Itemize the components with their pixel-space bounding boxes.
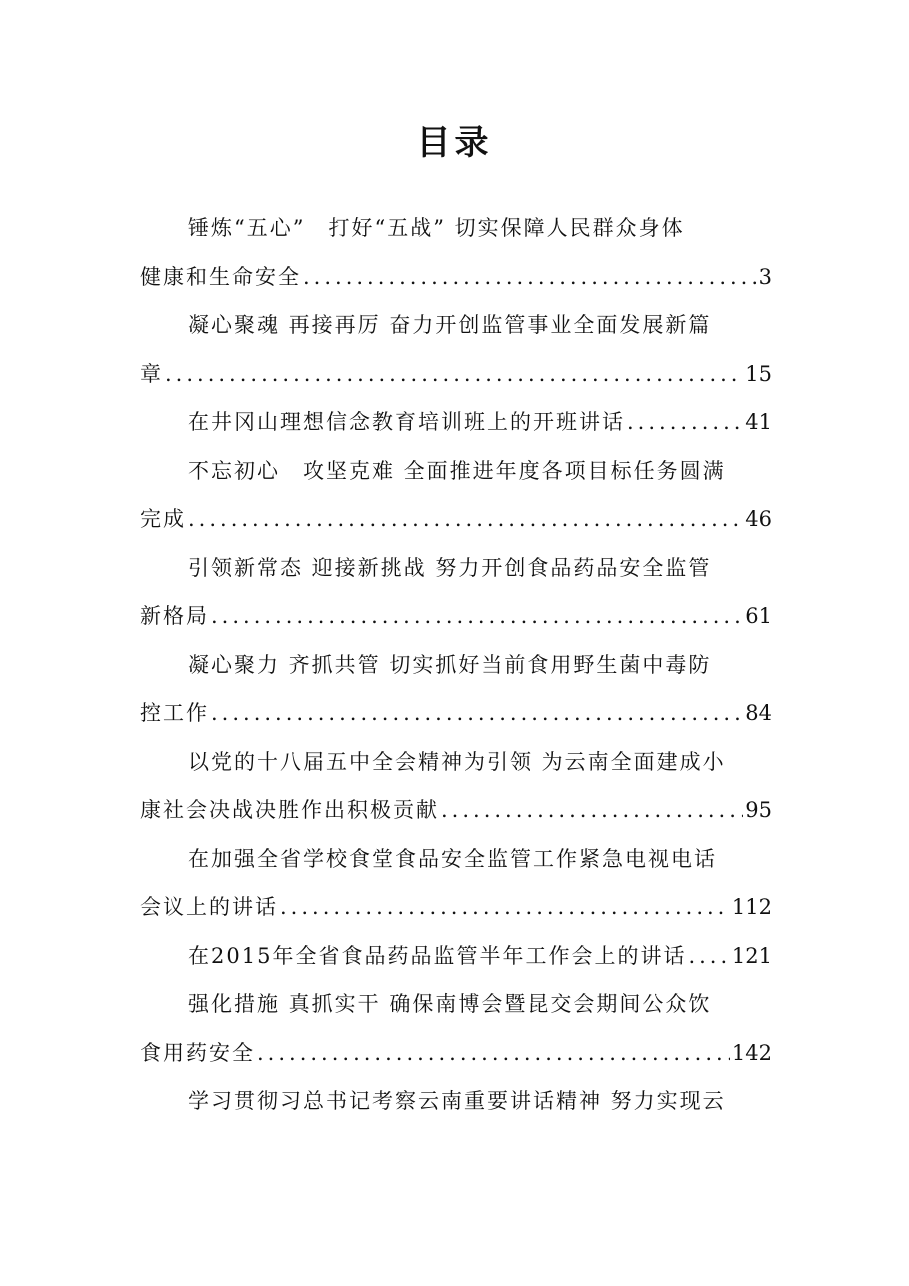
toc-entry-last-line xyxy=(140,592,772,641)
toc-page-number: 15 xyxy=(745,361,772,386)
toc-entry-title: 在2015年全省食品药品监管半年工作会上的讲话 xyxy=(188,943,687,968)
toc-entry-last-line xyxy=(140,495,772,544)
toc-entry-last-line xyxy=(140,689,772,738)
dot-leader xyxy=(686,932,729,981)
toc-page-number: 112 xyxy=(731,895,772,919)
toc-entry-last-line xyxy=(140,932,772,981)
toc-entry-last-line xyxy=(140,398,772,447)
toc-page-number: 121 xyxy=(731,943,772,968)
toc-entry-title-continuation: 完成 xyxy=(140,507,186,531)
toc-entry-title-line: 强化措施 真抓实干 确保南博会暨昆交会期间公众饮 xyxy=(188,992,712,1016)
toc-entry[interactable] xyxy=(140,301,772,398)
toc-entry-title-line: 以党的十八届五中全会精神为引领 为云南全面建成小 xyxy=(188,749,726,774)
toc-entry-last-line xyxy=(140,253,772,302)
toc-entry[interactable] xyxy=(140,544,772,641)
page-title: 目录 xyxy=(416,123,493,163)
dot-leader xyxy=(278,883,730,932)
toc-entry-title-continuation: 会议上的讲话 xyxy=(140,895,278,919)
toc-entry-title-line: 锤炼“五心” 打好“五战” 切实保障人民群众身体 xyxy=(188,216,685,240)
toc-page-number: 61 xyxy=(745,604,772,628)
toc-entry-last-line xyxy=(140,1029,772,1078)
toc-page-number: 41 xyxy=(745,410,772,434)
toc-page-number: 84 xyxy=(745,701,772,725)
dot-leader xyxy=(209,689,743,738)
toc-entry-title-line: 引领新常态 迎接新挑战 努力开创食品药品安全监管 xyxy=(188,555,712,580)
dot-leader xyxy=(439,786,743,835)
toc-entry[interactable] xyxy=(140,204,772,301)
toc-entry-title-line: 凝心聚魂 再接再厉 奋力开创监管事业全面发展新篇 xyxy=(188,313,712,337)
toc-entry-title-continuation: 新格局 xyxy=(140,604,209,628)
dot-leader xyxy=(255,1029,730,1078)
toc-page-number: 46 xyxy=(745,507,772,531)
toc-entry-title-line: 凝心聚力 齐抓共管 切实抓好当前食用野生菌中毒防 xyxy=(188,652,712,677)
dot-leader xyxy=(301,253,757,302)
toc-entry-title: 在井冈山理想信念教育培训班上的开班讲话 xyxy=(188,410,625,434)
toc-entry-title-continuation: 健康和生命安全 xyxy=(140,264,301,289)
toc-entry[interactable] xyxy=(140,398,772,447)
toc-entry[interactable] xyxy=(140,980,772,1077)
toc-entry-title-line: 学习贯彻习总书记考察云南重要讲话精神 努力实现云 xyxy=(188,1089,726,1113)
toc-entry[interactable] xyxy=(140,641,772,738)
toc-entry-title-continuation: 章 xyxy=(140,361,163,386)
toc-entry-title-continuation: 食用药安全 xyxy=(140,1040,255,1065)
toc-page-number: 95 xyxy=(745,798,772,822)
toc-page-number: 142 xyxy=(731,1040,772,1065)
toc-entry-title-continuation: 控工作 xyxy=(140,701,209,725)
toc-entry-title-line: 不忘初心 攻坚克难 全面推进年度各项目标任务圆满 xyxy=(188,458,726,483)
dot-leader xyxy=(209,592,743,641)
toc-entry-title-continuation: 康社会决战决胜作出积极贡献 xyxy=(140,798,439,822)
toc-entry-last-line xyxy=(140,883,772,932)
dot-leader xyxy=(163,350,743,399)
toc-entry-last-line xyxy=(140,786,772,835)
dot-leader xyxy=(186,495,743,544)
dot-leader xyxy=(625,398,743,447)
toc-page-number: 3 xyxy=(758,264,772,289)
toc-entry[interactable] xyxy=(140,447,772,544)
toc-entry[interactable] xyxy=(140,738,772,835)
toc-entry[interactable] xyxy=(140,835,772,932)
toc-entry[interactable] xyxy=(140,932,772,981)
toc-entry-title-line: 在加强全省学校食堂食品安全监管工作紧急电视电话 xyxy=(188,846,717,871)
table-of-contents xyxy=(140,204,772,1126)
toc-entry-last-line xyxy=(140,350,772,399)
toc-entry[interactable] xyxy=(140,1077,772,1126)
